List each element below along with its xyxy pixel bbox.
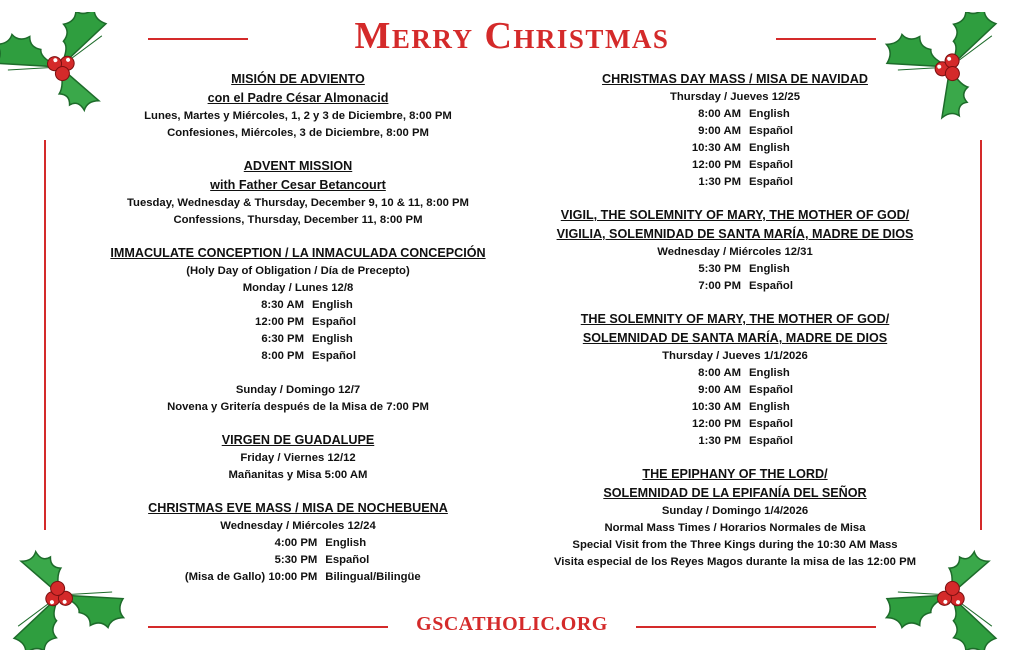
mass-time: 10:30 AM	[691, 142, 742, 154]
mass-time: (Misa de Gallo) 10:00 PM	[184, 571, 318, 583]
mass-time: 9:00 AM	[698, 125, 742, 137]
vigil-section	[515, 206, 955, 295]
mass-language: English	[749, 263, 790, 275]
mass-times	[240, 297, 356, 365]
mass-time: 8:00 AM	[698, 108, 742, 120]
mass-times	[677, 261, 793, 295]
mass-time-row	[175, 535, 420, 552]
mass-time: 9:00 AM	[698, 384, 742, 396]
mass-time-row	[240, 348, 356, 365]
mass-language: Español	[749, 280, 793, 292]
mass-time: 8:00 AM	[698, 367, 742, 379]
mass-time-row	[677, 174, 793, 191]
section-subheading: con el Padre César Almonacid	[207, 91, 389, 105]
mass-language: Español	[312, 350, 356, 362]
section-heading: IMMACULATE CONCEPTION / LA INMACULADA CONCEPCIÓN	[110, 246, 486, 260]
mass-language: Español	[749, 159, 793, 171]
mass-times	[175, 535, 420, 586]
mass-language: Bilingual/Bilingüe	[325, 571, 421, 583]
mass-time: 8:30 AM	[261, 299, 305, 311]
eve-section	[88, 499, 508, 586]
section-heading: VIGILIA, SOLEMNIDAD DE SANTA MARÍA, MADRE DE DIOS	[556, 227, 914, 241]
mass-time: 8:00 PM	[261, 350, 305, 362]
mass-language: Español	[312, 316, 356, 328]
mass-time-row	[240, 297, 356, 314]
border-right	[980, 140, 982, 530]
website-link[interactable]: GSCATHOLIC.ORG	[416, 613, 608, 635]
section-heading: THE SOLEMNITY OF MARY, THE MOTHER OF GOD/	[580, 312, 890, 326]
mass-time: 12:00 PM	[692, 159, 742, 171]
section-heading: CHRISTMAS EVE MASS / MISA DE NOCHEBUENA	[148, 501, 448, 515]
mass-time: 5:30 PM	[698, 263, 742, 275]
info-line: Thursday / Jueves 1/1/2026	[662, 350, 808, 362]
info-line: Confessions, Thursday, December 11, 8:00 PM	[173, 214, 423, 226]
mass-time-row	[677, 261, 793, 278]
section-subheading: with Father Cesar Betancourt	[210, 178, 386, 192]
mass-time-row	[240, 314, 356, 331]
mass-language: Español	[749, 176, 793, 188]
mass-language: English	[749, 367, 790, 379]
mass-language: English	[749, 142, 790, 154]
left-column	[88, 70, 508, 601]
immaculate-section	[88, 244, 508, 416]
info-line: Visita especial de los Reyes Magos durante la misa de las 12:00 PM	[553, 556, 917, 568]
solemnity-section	[515, 310, 955, 450]
mass-language: English	[312, 299, 353, 311]
mision-section	[88, 70, 508, 142]
info-line: Wednesday / Miércoles 12/31	[657, 246, 813, 258]
info-line: Monday / Lunes 12/8	[242, 282, 354, 294]
mass-time-row	[677, 399, 793, 416]
section-heading: MISIÓN DE ADVIENTO	[231, 72, 365, 86]
mass-time-row	[677, 365, 793, 382]
border-left	[44, 140, 46, 530]
mass-language: English	[325, 537, 367, 549]
mass-language: Español	[749, 125, 793, 137]
epiphany-section	[515, 465, 955, 571]
mass-time: 10:30 AM	[691, 401, 742, 413]
mass-time: 1:30 PM	[698, 435, 742, 447]
mass-time: 7:00 PM	[698, 280, 742, 292]
info-line: Novena y Gritería después de la Misa de 7:00 PM	[167, 401, 429, 413]
mass-time-row	[677, 140, 793, 157]
mass-time: 12:00 PM	[255, 316, 305, 328]
christmas-section	[515, 70, 955, 191]
mass-times	[677, 106, 793, 191]
mass-time: 12:00 PM	[692, 418, 742, 430]
info-line: Thursday / Jueves 12/25	[670, 91, 800, 103]
section-heading: VIGIL, THE SOLEMNITY OF MARY, THE MOTHER OF GOD/	[560, 208, 910, 222]
info-line: Confesiones, Miércoles, 3 de Diciembre, 8:00 PM	[167, 127, 429, 139]
mass-language: English	[749, 108, 790, 120]
info-line: Mañanitas y Misa 5:00 AM	[228, 469, 368, 481]
mass-time-row	[240, 331, 356, 348]
section-heading: SOLEMNIDAD DE SANTA MARÍA, MADRE DE DIOS	[582, 331, 888, 345]
info-line: Sunday / Domingo 12/7	[235, 384, 361, 396]
mass-time-row	[175, 569, 420, 586]
right-column	[515, 70, 955, 586]
section-heading: ADVENT MISSION	[243, 159, 353, 173]
mass-language: Español	[325, 554, 370, 566]
info-line: Special Visit from the Three Kings during the 10:30 AM Mass	[572, 539, 898, 551]
section-heading: THE EPIPHANY OF THE LORD/	[642, 467, 828, 481]
mass-language: Español	[749, 418, 793, 430]
guadalupe-section	[88, 431, 508, 484]
info-line: Lunes, Martes y Miércoles, 1, 2 y 3 de Diciembre, 8:00 PM	[144, 110, 452, 122]
mass-times	[677, 365, 793, 450]
info-line: Normal Mass Times / Horarios Normales de Misa	[604, 522, 866, 534]
info-line: Friday / Viernes 12/12	[240, 452, 356, 464]
mass-time-row	[677, 123, 793, 140]
info-line: Wednesday / Miércoles 12/24	[220, 520, 376, 532]
mass-time-row	[677, 106, 793, 123]
mass-time-row	[677, 416, 793, 433]
mass-language: Español	[749, 384, 793, 396]
advent-section	[88, 157, 508, 229]
mass-time-row	[677, 278, 793, 295]
info-line: Tuesday, Wednesday & Thursday, December 9, 10 & 11, 8:00 PM	[127, 197, 469, 209]
section-heading: CHRISTMAS DAY MASS / MISA DE NAVIDAD	[602, 72, 868, 86]
info-line: (Holy Day of Obligation / Día de Precepto)	[186, 265, 410, 277]
mass-time: 1:30 PM	[698, 176, 742, 188]
mass-language: English	[749, 401, 790, 413]
section-heading: VIRGEN DE GUADALUPE	[221, 433, 375, 447]
mass-time-row	[677, 157, 793, 174]
mass-language: Español	[749, 435, 793, 447]
mass-time-row	[677, 433, 793, 450]
mass-time-row	[677, 382, 793, 399]
page-title: Merry Christmas	[354, 15, 670, 57]
mass-time: 4:00 PM	[274, 537, 318, 549]
mass-time: 6:30 PM	[261, 333, 305, 345]
mass-time-row	[175, 552, 420, 569]
mass-time: 5:30 PM	[274, 554, 318, 566]
info-line: Sunday / Domingo 1/4/2026	[661, 505, 809, 517]
section-heading: SOLEMNIDAD DE LA EPIFANÍA DEL SEÑOR	[603, 486, 867, 500]
mass-language: English	[312, 333, 353, 345]
